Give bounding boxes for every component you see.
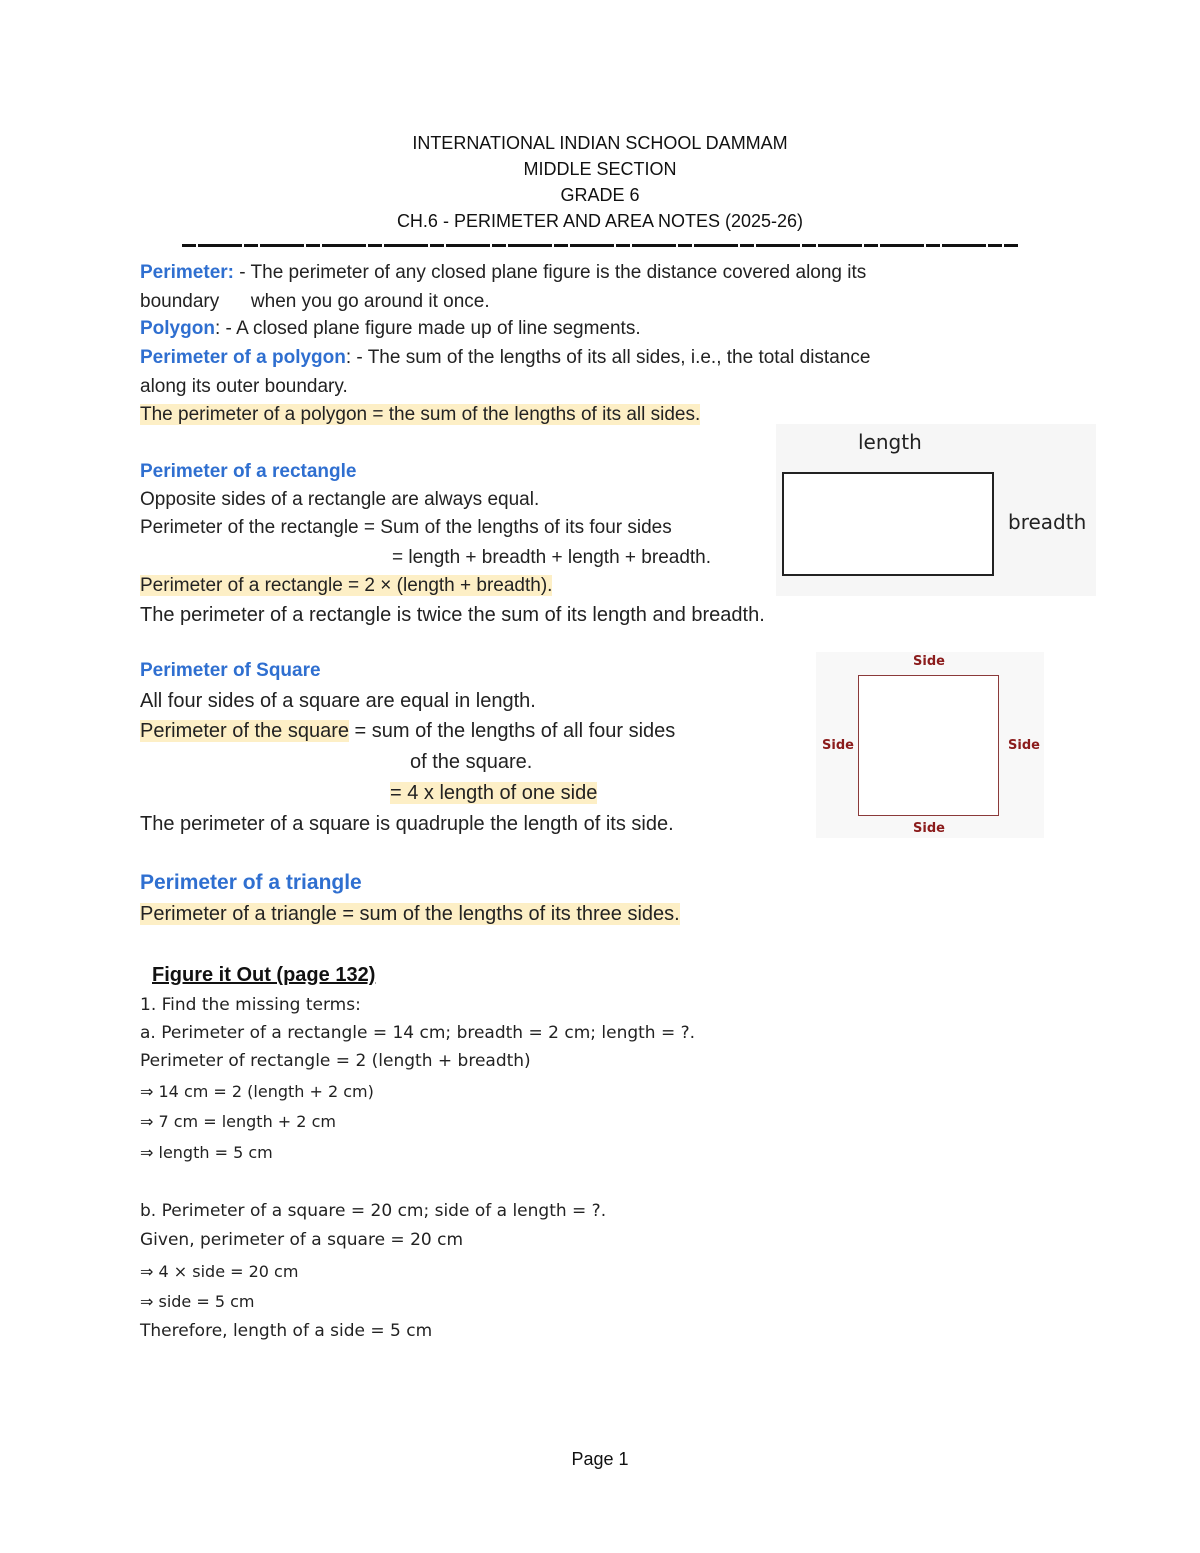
triangle-heading: Perimeter of a triangle	[140, 871, 362, 894]
page-number: Page 1	[571, 1449, 629, 1469]
perimeter-definition	[140, 262, 866, 284]
polygon-formula	[140, 404, 700, 426]
perimeter-definition-cont: boundary when you go around it once.	[140, 291, 490, 312]
polygon-formula-text: The perimeter of a polygon = the sum of the lengths of its all sides.	[140, 404, 701, 425]
exercise-b-line4: Therefore, length of a side = 5 cm	[140, 1321, 433, 1341]
polygon-perimeter-text: : - The sum of the lengths of its all sides, i.e., the total distance	[345, 347, 871, 368]
polygon-perimeter-definition	[140, 347, 870, 369]
polygon-definition	[140, 318, 641, 340]
rectangle-breadth-label: breadth	[1008, 510, 1087, 534]
grade: GRADE 6	[560, 185, 640, 205]
square-line2-rest: = sum of the lengths of all four sides	[349, 720, 676, 742]
exercise-a-line3: ⇒ 7 cm = length + 2 cm	[140, 1112, 336, 1131]
exercise-a-line4: ⇒ length = 5 cm	[140, 1143, 273, 1162]
school-name: INTERNATIONAL INDIAN SCHOOL DAMMAM	[412, 133, 788, 153]
rectangle-shape	[782, 472, 994, 576]
square-line2	[140, 720, 675, 743]
header-divider	[182, 244, 1018, 247]
triangle-formula	[140, 903, 680, 926]
perimeter-term: Perimeter:	[140, 262, 234, 283]
square-figure	[816, 652, 1044, 838]
square-shape	[858, 675, 999, 816]
rectangle-length-label: length	[858, 430, 922, 454]
rectangle-formula	[140, 575, 552, 597]
exercise-heading: Figure it Out (page 132)	[152, 964, 376, 986]
rectangle-line2: Perimeter of the rectangle = Sum of the lengths of its four sides	[140, 517, 672, 538]
rectangle-heading: Perimeter of a rectangle	[140, 461, 357, 482]
square-top-label: Side	[913, 654, 945, 669]
rectangle-figure	[776, 424, 1096, 596]
polygon-perimeter-cont: along its outer boundary.	[140, 376, 348, 397]
square-bottom-label: Side	[913, 821, 945, 836]
rectangle-formula-text: Perimeter of a rectangle = 2 × (length + breadth).	[140, 575, 553, 596]
polygon-perimeter-term: Perimeter of a polygon	[140, 347, 346, 368]
exercise-b-line2: ⇒ 4 × side = 20 cm	[140, 1262, 299, 1281]
square-line1: All four sides of a square are equal in length.	[140, 690, 536, 712]
square-line4	[390, 782, 597, 805]
square-heading: Perimeter of Square	[140, 660, 321, 681]
exercise-q1: 1. Find the missing terms:	[140, 995, 361, 1015]
square-line5: The perimeter of a square is quadruple the length of its side.	[140, 813, 674, 835]
rectangle-line1: Opposite sides of a rectangle are always equal.	[140, 489, 540, 510]
exercise-a-line2: ⇒ 14 cm = 2 (length + 2 cm)	[140, 1082, 374, 1101]
square-formula-part: Perimeter of the square	[140, 720, 349, 742]
polygon-term: Polygon	[140, 318, 215, 339]
exercise-b-line1: Given, perimeter of a square = 20 cm	[140, 1230, 464, 1250]
square-right-label: Side	[1008, 738, 1040, 753]
rectangle-line3: = length + breadth + length + breadth.	[392, 547, 712, 568]
exercise-b-line3: ⇒ side = 5 cm	[140, 1292, 255, 1311]
section-name: MIDDLE SECTION	[523, 159, 677, 179]
square-line4-text: = 4 x length of one side	[390, 782, 598, 804]
exercise-a-question: a. Perimeter of a rectangle = 14 cm; breadth = 2 cm; length = ?.	[140, 1023, 696, 1043]
chapter-title: CH.6 - PERIMETER AND AREA NOTES (2025-26)	[396, 211, 804, 231]
perimeter-text: - The perimeter of any closed plane figure is the distance covered along its	[234, 262, 867, 283]
exercise-b-question: b. Perimeter of a square = 20 cm; side of a length = ?.	[140, 1201, 607, 1221]
exercise-a-line1: Perimeter of rectangle = 2 (length + breadth)	[140, 1051, 531, 1071]
square-line3: of the square.	[410, 751, 533, 773]
square-left-label: Side	[822, 738, 854, 753]
triangle-formula-text: Perimeter of a triangle = sum of the lengths of its three sides.	[140, 903, 680, 925]
polygon-text: : - A closed plane figure made up of line segments.	[214, 318, 641, 339]
rectangle-line4: The perimeter of a rectangle is twice the sum of its length and breadth.	[140, 604, 765, 626]
